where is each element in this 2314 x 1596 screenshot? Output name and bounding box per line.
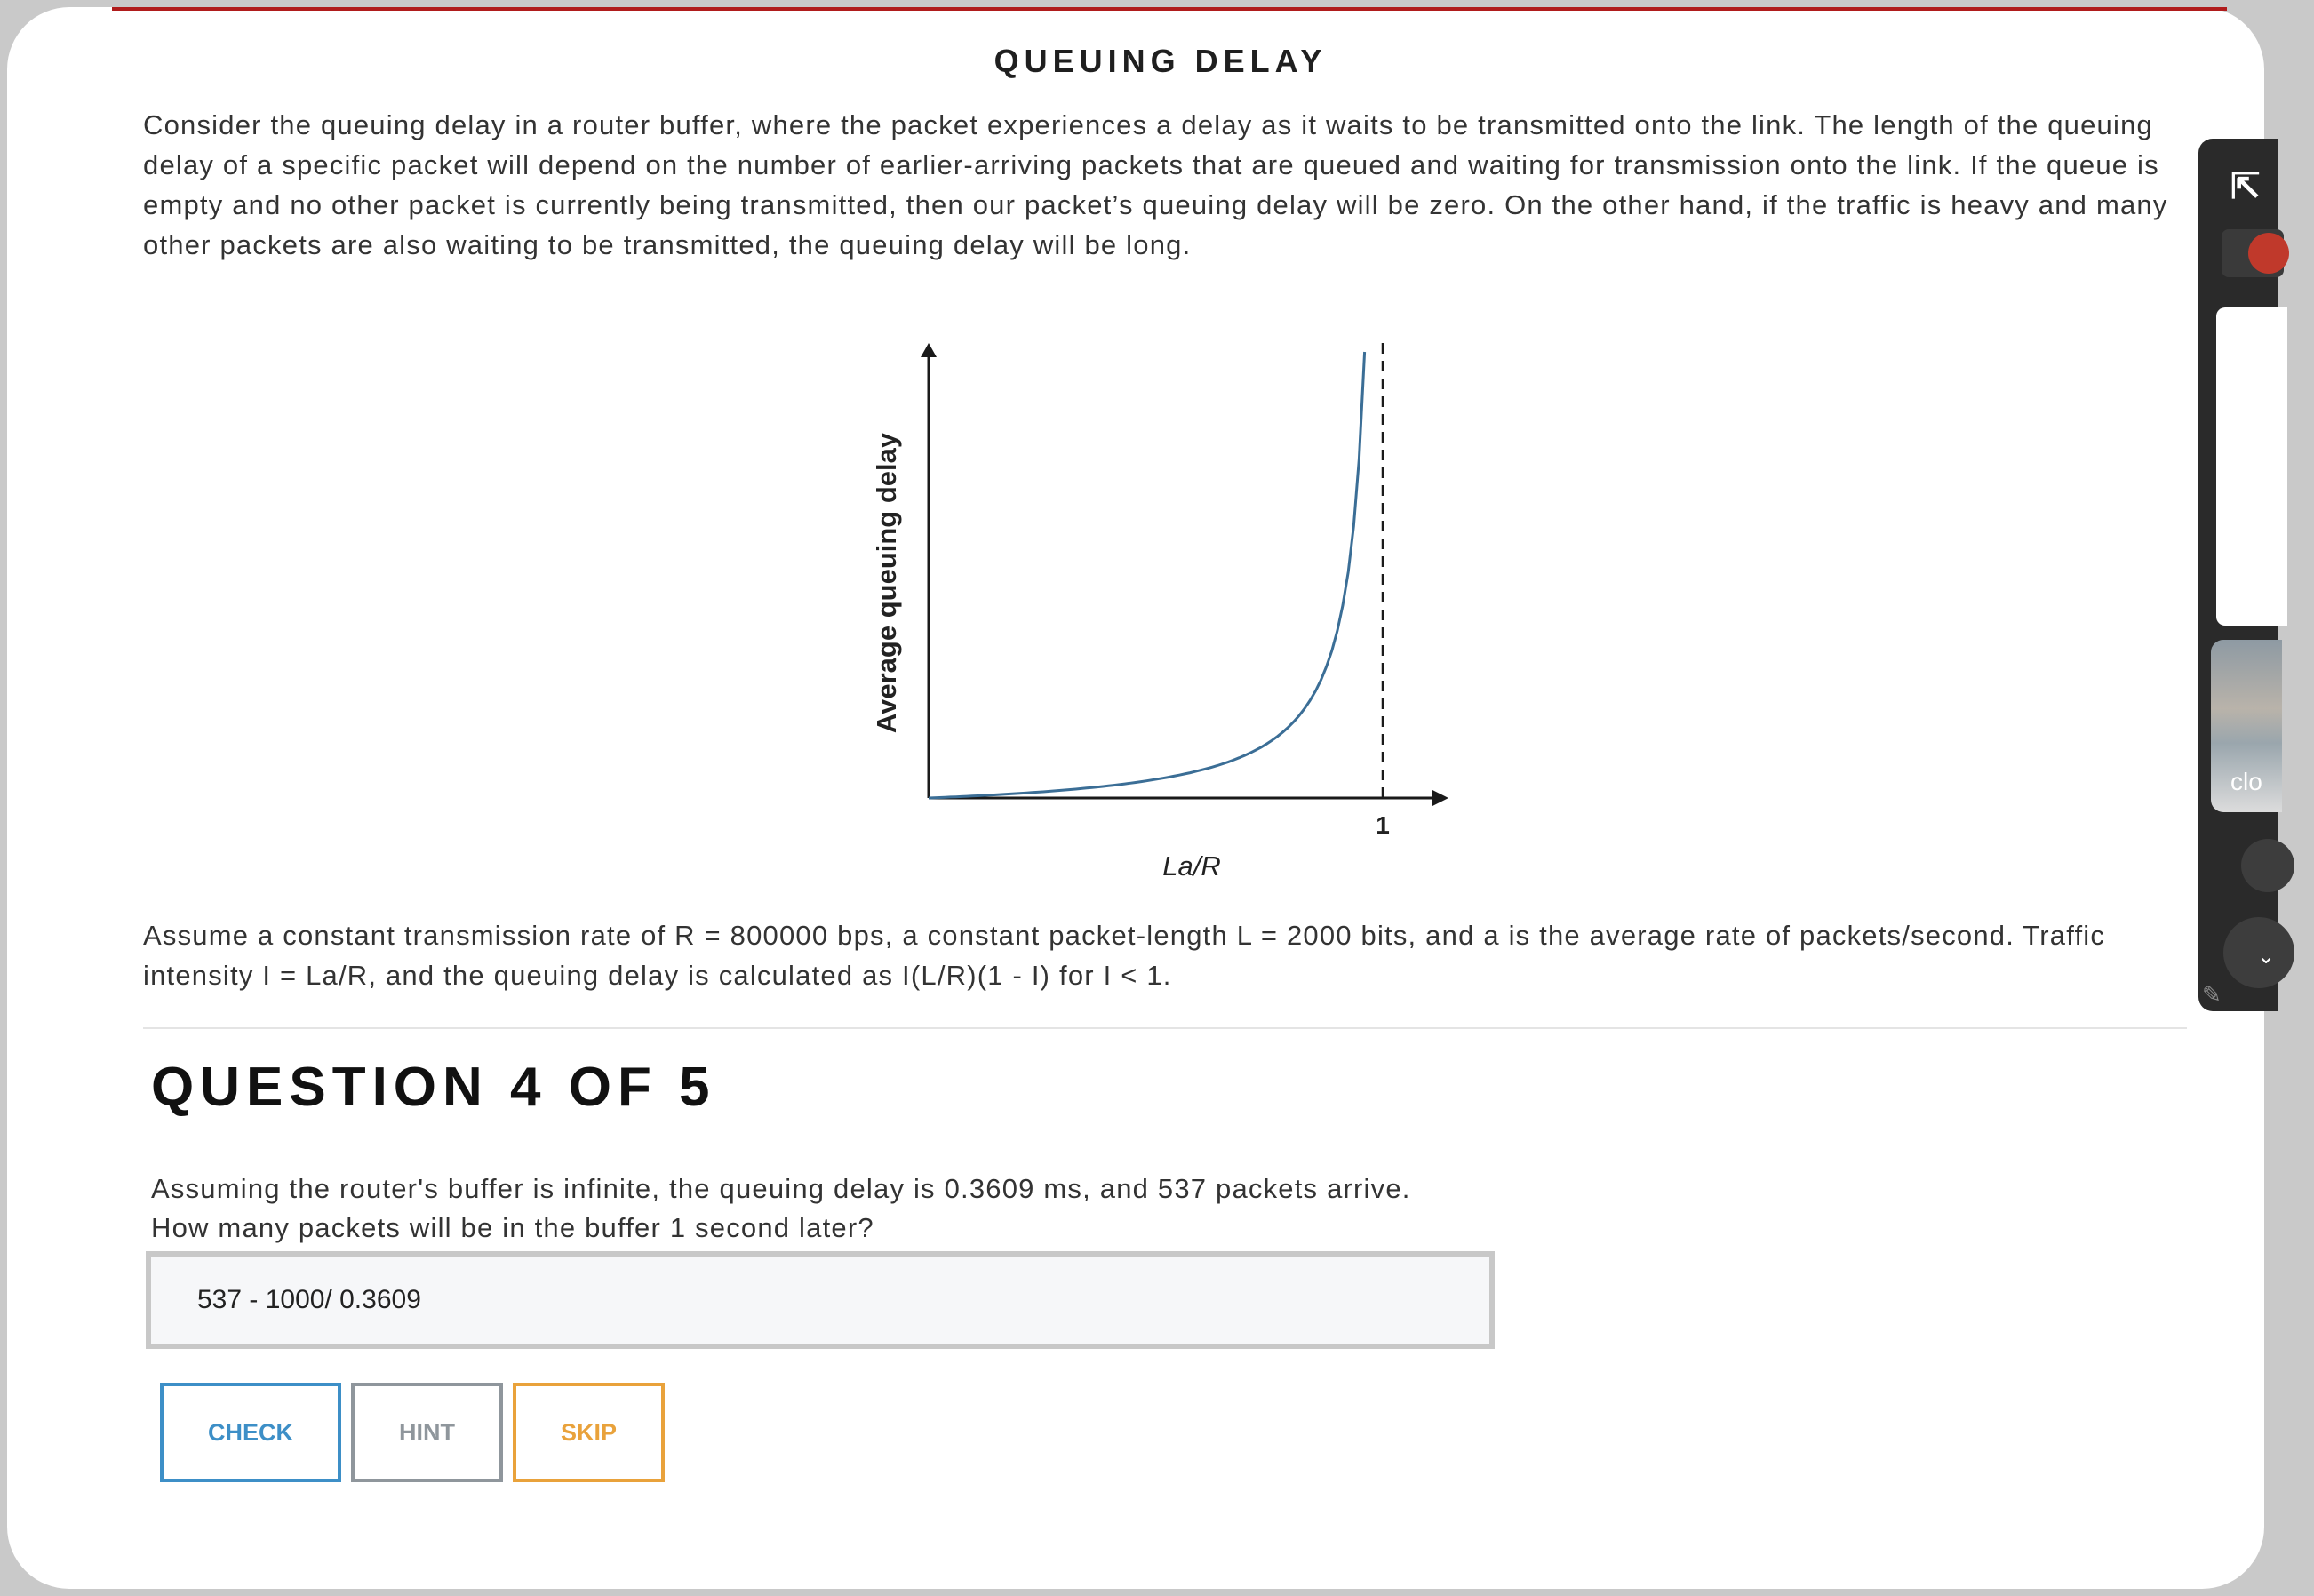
x-axis-arrow bbox=[1432, 790, 1448, 806]
question-heading: QUESTION 4 OF 5 bbox=[151, 1057, 716, 1118]
section-title: QUEUING DELAY bbox=[993, 43, 1328, 79]
content-card bbox=[7, 7, 2264, 1589]
side-circle-button[interactable] bbox=[2241, 839, 2294, 892]
queuing-delay-chart bbox=[7, 7, 2264, 1589]
resize-handle-icon[interactable]: ✎ bbox=[2202, 981, 2222, 1008]
x-axis-label: La/R bbox=[1162, 850, 1221, 882]
y-axis-arrow bbox=[921, 343, 937, 357]
question-text-line2: How many packets will be in the buffer 1 second later? bbox=[151, 1212, 874, 1243]
check-button[interactable]: CHECK bbox=[160, 1383, 341, 1482]
assumptions-paragraph: Assume a constant transmission rate of R = 800000 bps, a constant packet-length L = 2000 bits, and a is the average rate of packets/second. Traffic intensity I = La/R, and the queuing delay is calculated as I(L/R)(1 - I) for I < 1. bbox=[143, 920, 2106, 991]
x-tick-label: 1 bbox=[1376, 811, 1390, 839]
skip-button[interactable]: SKIP bbox=[513, 1383, 665, 1482]
answer-input[interactable] bbox=[146, 1251, 1495, 1349]
intro-paragraph: Consider the queuing delay in a router buffer, where the packet experiences a delay as it waits to be transmitted onto the link. The length of the queuing delay of a specific packet will depend on the number of earlier-arriving packets that are queued and waiting for transmission onto the link. If the queue is empty and no other packet is currently being transmitted, then our packet’s queuing delay will be zero. On the other hand, if the traffic is heavy and many other packets are also waiting to be transmitted, the queuing delay will be long. bbox=[143, 109, 2168, 260]
y-axis-label: Average queuing delay bbox=[871, 432, 902, 734]
series-line bbox=[929, 352, 1365, 798]
hint-button[interactable]: HINT bbox=[351, 1383, 503, 1482]
avatar[interactable] bbox=[2248, 233, 2289, 274]
arrow-up-left-icon[interactable]: ⇱ bbox=[2230, 167, 2261, 206]
divider bbox=[143, 1027, 2187, 1029]
thumbnail-label: clo bbox=[2230, 768, 2262, 795]
question-text-line1: Assuming the router's buffer is infinite, the queuing delay is 0.3609 ms, and 537 packets arrive. bbox=[151, 1173, 1411, 1204]
chevron-down-icon: ⌄ bbox=[2257, 945, 2276, 969]
side-panel-window[interactable] bbox=[2216, 307, 2287, 626]
